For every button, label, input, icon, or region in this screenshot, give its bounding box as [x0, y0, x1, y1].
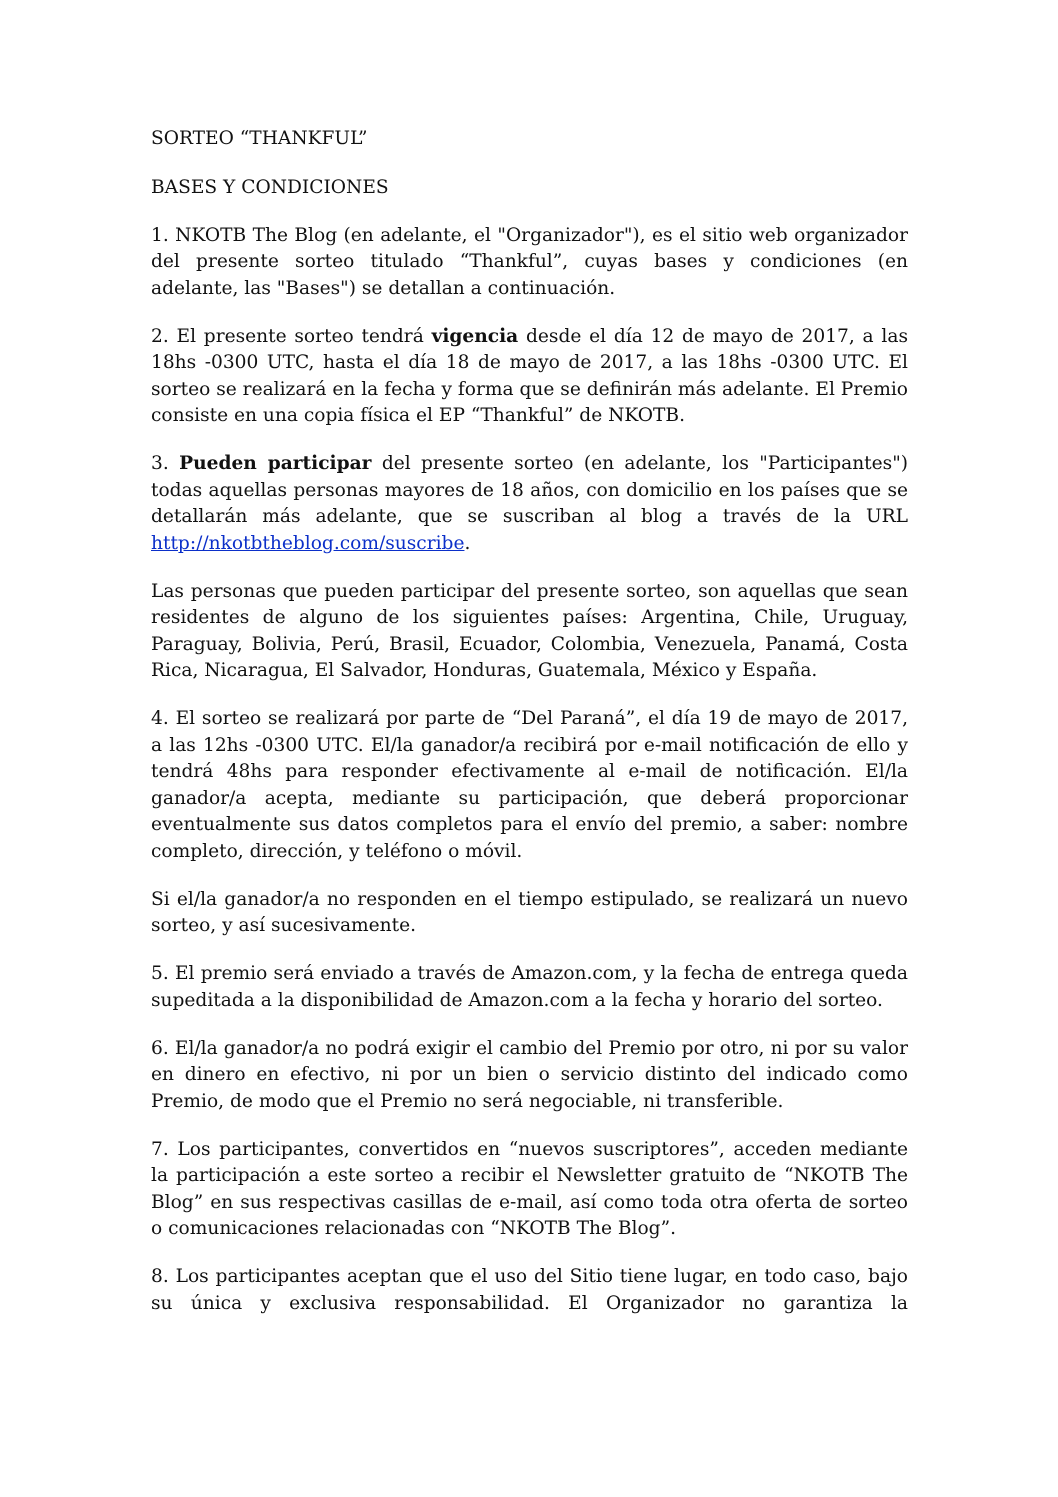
clause-4: 4. El sorteo se realizará por parte de “Del Paraná”, el día 19 de mayo de 2017, a las 12hs -0300 UTC. El/la ganador/a recibirá por e-mail notificación de ello y tendrá 48hs para responder efectivamente al e-mail de notificación. El/la ganador/a acepta, mediante su participación, que deberá proporcionar eventualmente sus datos completos para el envío del premio, a saber: nombre completo, dirección, y teléfono o móvil.	[151, 708, 908, 862]
document-subtitle: BASES Y CONDICIONES	[151, 176, 389, 198]
clause-3-countries: Las personas que pueden participar del presente sorteo, son aquellas que sean residentes de alguno de los siguientes países: Argentina, Chile, Uruguay, Paraguay, Bolivia, Perú, Brasil, Ecuador, Colombia, Venezuela, Panamá, Costa Rica, Nicaragua, El Salvador, Honduras, Guatemala, México y España.	[151, 580, 908, 681]
document-title: SORTEO “THANKFUL”	[151, 128, 368, 149]
clause-2	[151, 324, 908, 430]
clause-1: 1. NKOTB The Blog (en adelante, el "Organizador"), es el sitio web organizador del presente sorteo titulado “Thankful”, cuyas bases y condiciones (en adelante, las "Bases") se detallan a continuación.	[151, 224, 908, 299]
clause-3-end: .	[464, 532, 471, 554]
clause-5: 5. El premio será enviado a través de Amazon.com, y la fecha de entrega queda supeditada a la disponibilidad de Amazon.com a la fecha y horario del sorteo.	[151, 963, 908, 1011]
clause-3-bold: Pueden participar	[179, 453, 372, 474]
clause-3	[151, 451, 908, 557]
clause-3-post: del presente sorteo (en adelante, los "Participantes") todas aquellas personas mayores de 18 años, con domicilio en los países que se detallarán más adelante, que se suscriban al blog a través de la URL	[151, 453, 908, 527]
clause-2-post: desde el día 12 de mayo de 2017, a las 18hs -0300 UTC, hasta el día 18 de mayo de 2017, a las 18hs -0300 UTC. El sorteo se realizará en la fecha y forma que se definirán más adelante. El Premio consiste en una copia física el EP “Thankful” de NKOTB.	[151, 325, 908, 426]
clause-6: 6. El/la ganador/a no podrá exigir el cambio del Premio por otro, ni por su valor en dinero en efectivo, ni por un bien o servicio distinto del indicado como Premio, de modo que el Premio no será negociable, ni transferible.	[151, 1037, 908, 1112]
clause-2-pre: 2. El presente sorteo tendrá	[151, 325, 432, 347]
document-page	[151, 126, 908, 1339]
clause-8: 8. Los participantes aceptan que el uso del Sitio tiene lugar, en todo caso, bajo su única y exclusiva responsabilidad. El Organizador no garantiza la	[151, 1266, 908, 1314]
subscribe-link[interactable]: http://nkotbtheblog.com/suscribe	[151, 532, 465, 554]
clause-7: 7. Los participantes, convertidos en “nuevos suscriptores”, acceden mediante la participación a este sorteo a recibir el Newsletter gratuito de “NKOTB The Blog” en sus respectivas casillas de e-mail, así como toda otra oferta de sorteo o comunicaciones relacionadas con “NKOTB The Blog”.	[151, 1138, 908, 1239]
clause-2-bold: vigencia	[431, 325, 519, 347]
clause-3-pre: 3.	[151, 453, 180, 474]
clause-4-followup: Si el/la ganador/a no responden en el tiempo estipulado, se realizará un nuevo sorteo, y así sucesivamente.	[151, 888, 908, 936]
